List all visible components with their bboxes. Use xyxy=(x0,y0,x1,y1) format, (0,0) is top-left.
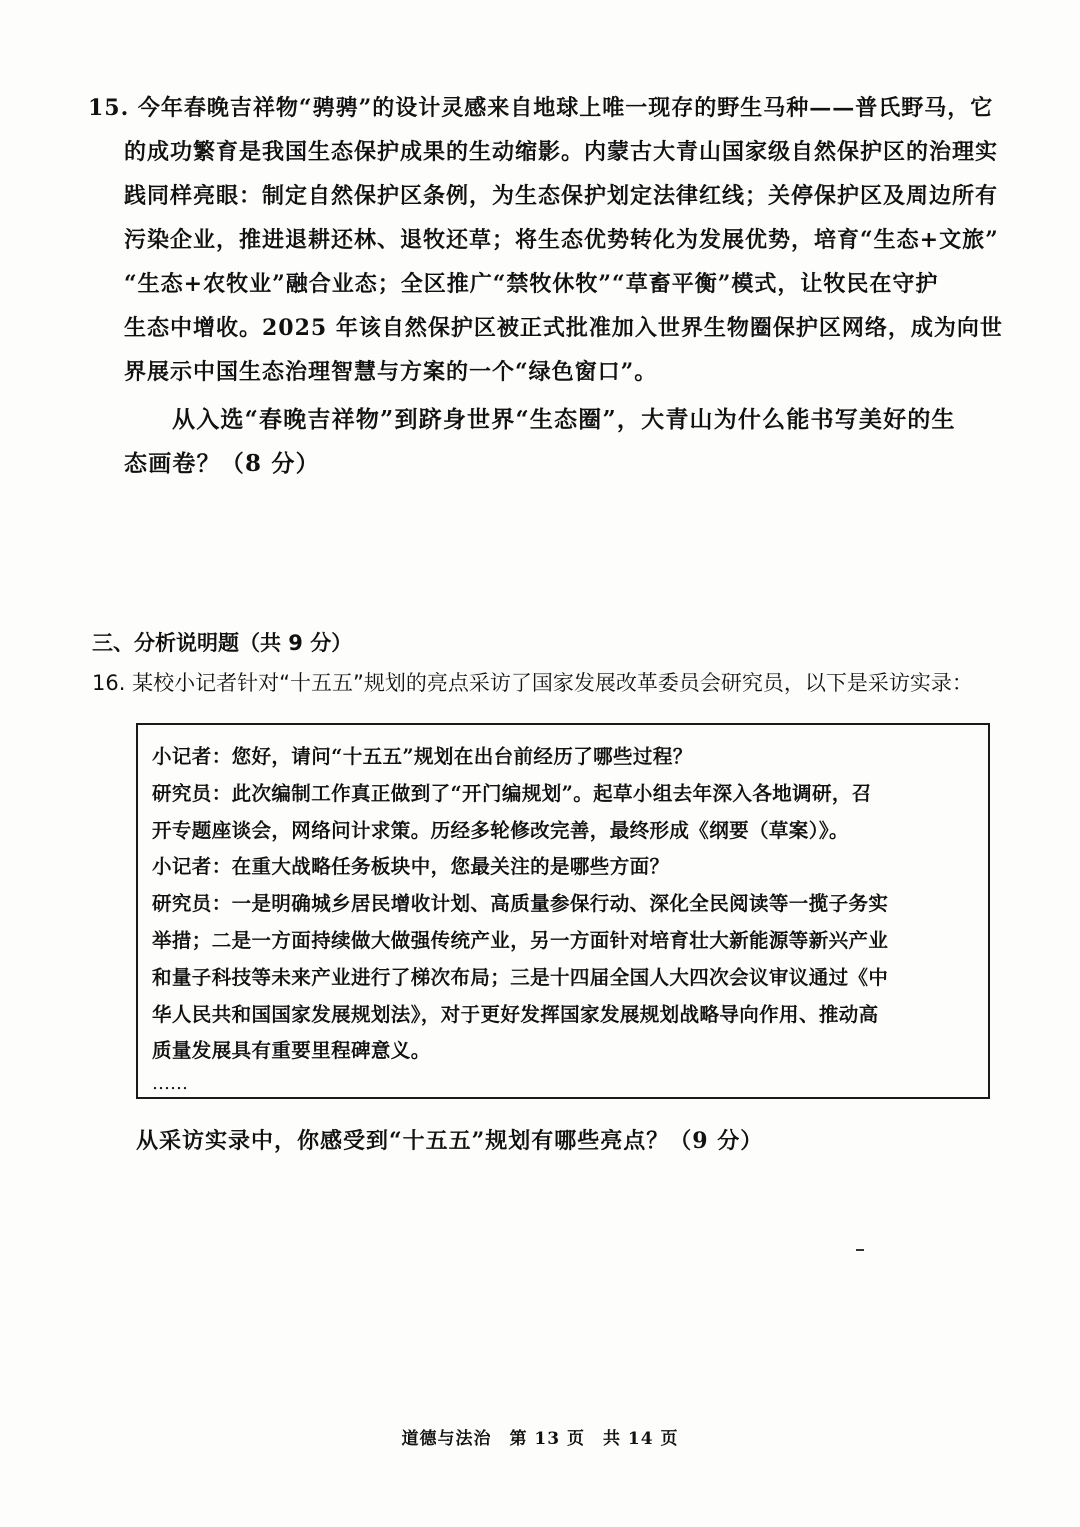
q15-line-7: 界展示中国生态治理智慧与方案的一个“绿色窗口”。 xyxy=(124,359,658,385)
transcript-ellipsis: …… xyxy=(152,1073,188,1095)
q16-question: 从采访实录中，你感受到“十五五”规划有哪些亮点？（9 分） xyxy=(136,1128,764,1154)
q15-question-line-1: 从入选“春晚吉祥物”到跻身世界“生态圈”，大青山为什么能书写美好的生 xyxy=(172,406,956,433)
q15-line-2: 的成功繁育是我国生态保护成果的生动缩影。内蒙古大青山国家级自然保护区的治理实 xyxy=(124,139,999,165)
section-3-title: 三、分析说明题（共 9 分） xyxy=(92,631,353,655)
q15-line-5: “生态+农牧业”融合业态；全区推广“禁牧休牧”“草畜平衡”模式，让牧民在守护 xyxy=(124,271,939,297)
q15-question-line-2: 态画卷？（8 分） xyxy=(124,450,320,477)
interview-transcript-box xyxy=(136,723,990,1099)
transcript-line-2: 研究员：此次编制工作真正做到了“开门编规划”。起草小组去年深入各地调研，召 xyxy=(152,781,872,805)
transcript-line-7: 和量子科技等未来产业进行了梯次布局；三是十四届全国人大四次会议审议通过《中 xyxy=(152,965,889,989)
transcript-line-6: 举措；二是一方面持续做大做强传统产业，另一方面针对培育壮大新能源等新兴产业 xyxy=(152,928,889,952)
transcript-line-8: 华人民共和国国家发展规划法》，对于更好发挥国家发展规划战略导向作用、推动高 xyxy=(152,1002,879,1026)
transcript-line-9: 质量发展具有重要里程碑意义。 xyxy=(152,1039,431,1063)
q15-line-3: 践同样亮眼：制定自然保护区条例，为生态保护划定法律红线；关停保护区及周边所有 xyxy=(124,183,999,209)
question-15 xyxy=(88,86,1003,486)
q16-intro: 16. 某校小记者针对“十五五”规划的亮点采访了国家发展改革委员会研究员，以下是采访实录： xyxy=(92,671,973,695)
stray-mark xyxy=(856,1249,864,1251)
transcript-line-5: 研究员：一是明确城乡居民增收计划、高质量参保行动、深化全民阅读等一揽子务实 xyxy=(152,892,889,916)
q15-line-4: 污染企业，推进退耕还林、退牧还草；将生态优势转化为发展优势，培育“生态+文旅” xyxy=(124,227,999,253)
q15-line-1: 15. 今年春晚吉祥物“骋骋”的设计灵感来自地球上唯一现存的野生马种——普氏野马，它 xyxy=(88,95,994,121)
q15-line-6: 生态中增收。2025 年该自然保护区被正式批准加入世界生物圈保护区网络，成为向世 xyxy=(124,315,1003,341)
page-footer: 道德与法治 第 13 页 共 14 页 xyxy=(401,1429,679,1449)
transcript-line-1: 小记者：您好，请问“十五五”规划在出台前经历了哪些过程？ xyxy=(152,745,693,768)
transcript-line-4: 小记者：在重大战略任务板块中，您最关注的是哪些方面？ xyxy=(152,855,670,879)
transcript-line-3: 开专题座谈会，网络问计求策。历经多轮修改完善，最终形成《纲要（草案）》。 xyxy=(152,818,849,842)
